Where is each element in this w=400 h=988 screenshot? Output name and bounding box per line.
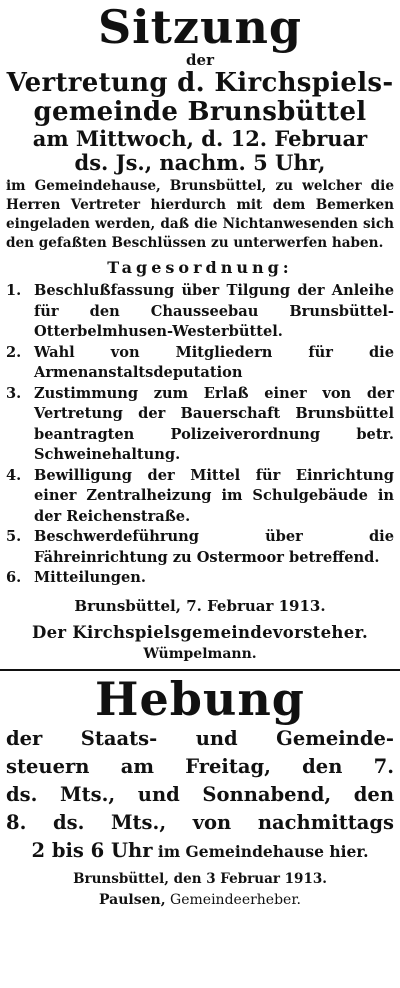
tax-line-4: 8. ds. Mts., von nachmittags (6, 810, 394, 834)
meeting-notice (6, 0, 394, 663)
signature-name: Paulsen, (99, 891, 166, 908)
agenda-item-number: 5. (6, 528, 22, 545)
meeting-time-line: ds. Js., nachm. 5 Uhr, (74, 150, 326, 175)
agenda-item (6, 527, 394, 568)
agenda-list (6, 281, 394, 589)
agenda-item-text: Beschlußfassung über Tilgung der Anleihe für den Chausseebau Brunsbüttel-Otterbelmhusen-Westerbüttel. (34, 282, 394, 340)
agenda-item-text: Bewilligung der Mittel für Einrichtung einer Zentralheizung im Schulgebäude in der Reichenstraße. (34, 466, 394, 525)
tax-location: im Gemeindehause hier. (152, 841, 369, 861)
notice-date: Brunsbüttel, den 3 Februar 1913. (73, 870, 327, 887)
notice-title: Sitzung (97, 0, 303, 54)
section-divider (0, 669, 400, 671)
signature-title: Gemeindeerheber. (165, 891, 301, 908)
tax-time: 2 bis 6 Uhr (31, 838, 153, 862)
agenda-item-text: Mitteilungen. (34, 569, 146, 586)
notice-subtitle-der: der (186, 51, 214, 69)
agenda-item-text: Beschwerdeführung über die Fähreinrichtung zu Ostermoor betreffend. (34, 528, 394, 566)
organization-line-1: Vertretung d. Kirchspiels- (6, 68, 394, 98)
organization-line-2: gemeinde Brunsbüttel (33, 97, 367, 127)
signature (6, 890, 394, 910)
tax-line-2: steuern am Freitag, den 7. (6, 754, 394, 778)
tax-line-1: der Staats- und Gemeinde- (6, 726, 394, 750)
signature-title: Der Kirchspielsgemeindevorsteher. (31, 622, 369, 642)
agenda-item-number: 1. (6, 282, 22, 299)
agenda-item (6, 568, 394, 589)
tax-notice-body (6, 725, 394, 866)
agenda-item-number: 6. (6, 569, 22, 586)
agenda-item (6, 466, 394, 528)
meeting-date-line: am Mittwoch, d. 12. Februar (32, 126, 368, 151)
agenda-item-text: Wahl von Mitgliedern für die Armenanstaltsdeputation (34, 343, 394, 381)
signature-name: Wümpelmann. (143, 645, 257, 662)
tax-line-5 (6, 837, 394, 866)
agenda-item (6, 343, 394, 384)
tax-line-3: ds. Mts., und Sonnabend, den (6, 782, 394, 806)
agenda-item (6, 281, 394, 343)
agenda-item (6, 384, 394, 466)
invitation-text: im Gemeindehause, Brunsbüttel, zu welcher die Herren Vertreter hierdurch mit dem Bemerken eingeladen werden, daß die Nichtanwesenden sich den gefaßten Beschlüssen zu unterwerfen haben. (6, 178, 394, 251)
tax-collection-notice (6, 673, 394, 910)
notice-title: Hebung (95, 671, 305, 726)
agenda-item-number: 2. (6, 343, 22, 361)
agenda-item-number: 3. (6, 384, 22, 402)
agenda-item-text: Zustimmung zum Erlaß einer von der Vertretung der Bauerschaft Brunsbüttel beantragten Polizeiverordnung betr. Schweinehaltung. (34, 384, 394, 463)
agenda-heading: Tagesordnung: (107, 258, 293, 277)
notice-date: Brunsbüttel, 7. Februar 1913. (74, 596, 326, 615)
agenda-item-number: 4. (6, 466, 22, 484)
